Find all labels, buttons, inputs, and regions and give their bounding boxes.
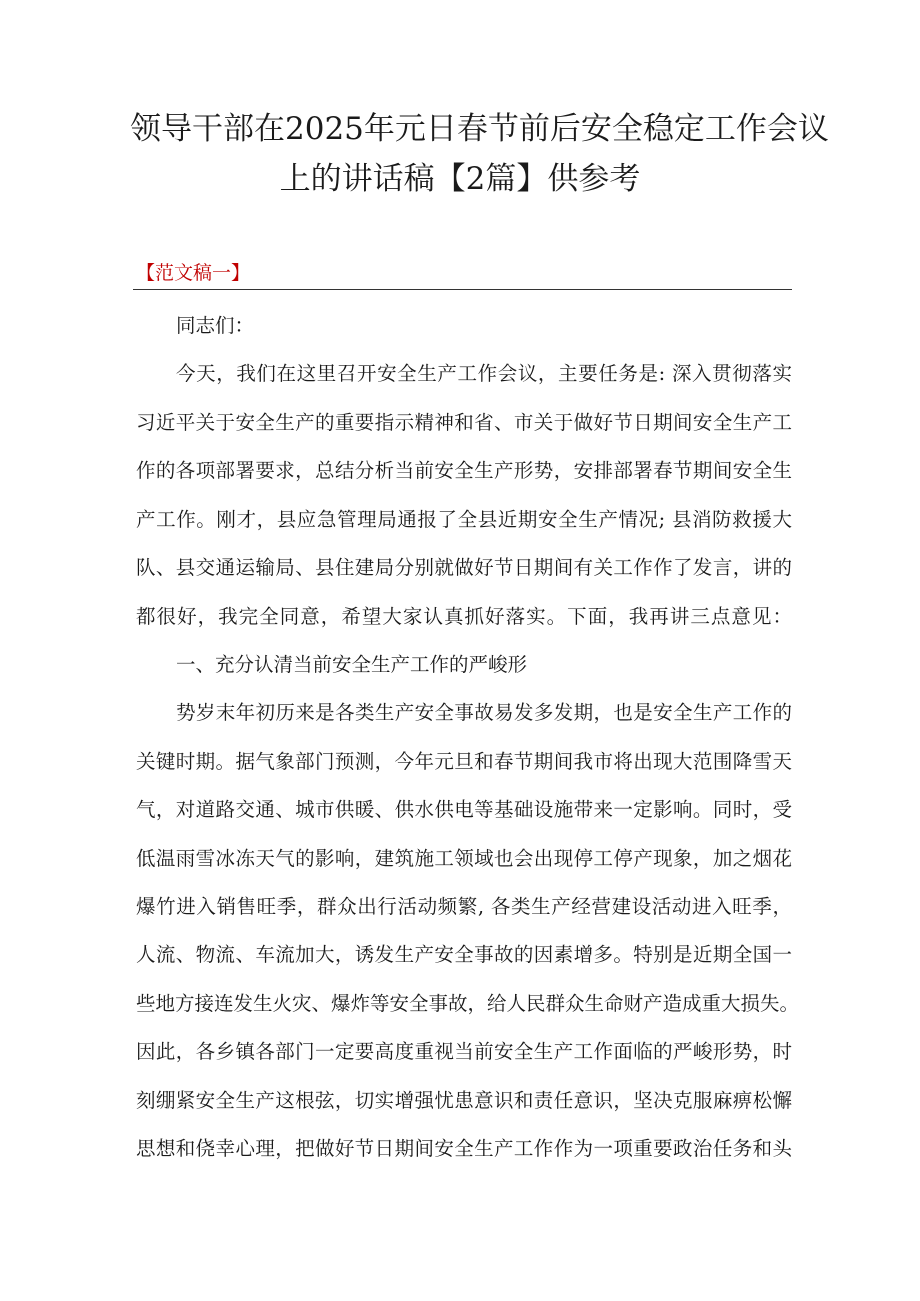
paragraph-line: 气，对道路交通、城市供暖、供水供电等基础设施带来一定影响。同时，受 (136, 798, 792, 821)
paragraph-line: 思想和侥幸心理，把做好节日期间安全生产工作作为一项重要政治任务和头 (136, 1137, 792, 1160)
paragraph-line: 产工作。刚才，县应急管理局通报了全县近期安全生产情况; 县消防救援大 (136, 508, 792, 531)
paragraph-line: 关键时期。据气象部门预测，今年元旦和春节期间我市将出现大范围降雪天 (136, 750, 792, 773)
paragraph-line: 些地方接连发生火灾、爆炸等安全事故，给人民群众生命财产造成重大损失。 (136, 992, 800, 1015)
paragraph-line: 队、县交通运输局、县住建局分别就做好节日期间有关工作作了发言，讲的 (136, 556, 792, 579)
paragraph-line: 势岁末年初历来是各类生产安全事故易发多发期，也是安全生产工作的 (176, 701, 792, 724)
paragraph-line: 都很好，我完全同意，希望大家认真抓好落实。下面，我再讲三点意见： (136, 605, 792, 628)
title-line-2: 上的讲话稿【2篇】供参考 (279, 161, 641, 197)
section-divider (133, 289, 792, 290)
document-title (130, 104, 829, 204)
paragraph-line: 习近平关于安全生产的重要指示精神和省、市关于做好节日期间安全生产工 (136, 411, 792, 434)
paragraph-line: 人流、物流、车流加大，诱发生产安全事故的因素增多。特别是近期全国一 (136, 943, 792, 966)
paragraph-line: 今天，我们在这里召开安全生产工作会议，主要任务是: 深入贯彻落实 (176, 362, 792, 385)
section-heading: 一、充分认清当前安全生产工作的严峻形 (176, 653, 528, 676)
paragraph-line: 因此，各乡镇各部门一定要高度重视当前安全生产工作面临的严峻形势，时 (136, 1040, 792, 1063)
title-line-1: 领导干部在2025年元日春节前后安全稳定工作会议 (130, 111, 829, 147)
paragraph-line: 低温雨雪冰冻天气的影响，建筑施工领域也会出现停工停产现象，加之烟花 (136, 847, 792, 870)
paragraph-line: 作的各项部署要求，总结分析当前安全生产形势，安排部署春节期间安全生 (136, 459, 792, 482)
greeting: 同志们： (176, 314, 255, 337)
section-tag: 【范文稿一】 (136, 262, 251, 284)
paragraph-line: 爆竹进入销售旺季，群众出行活动频繁, 各类生产经营建设活动进入旺季， (136, 895, 792, 918)
paragraph-line: 刻绷紧安全生产这根弦，切实增强忧患意识和责任意识，坚决克服麻痹松懈 (136, 1089, 792, 1112)
